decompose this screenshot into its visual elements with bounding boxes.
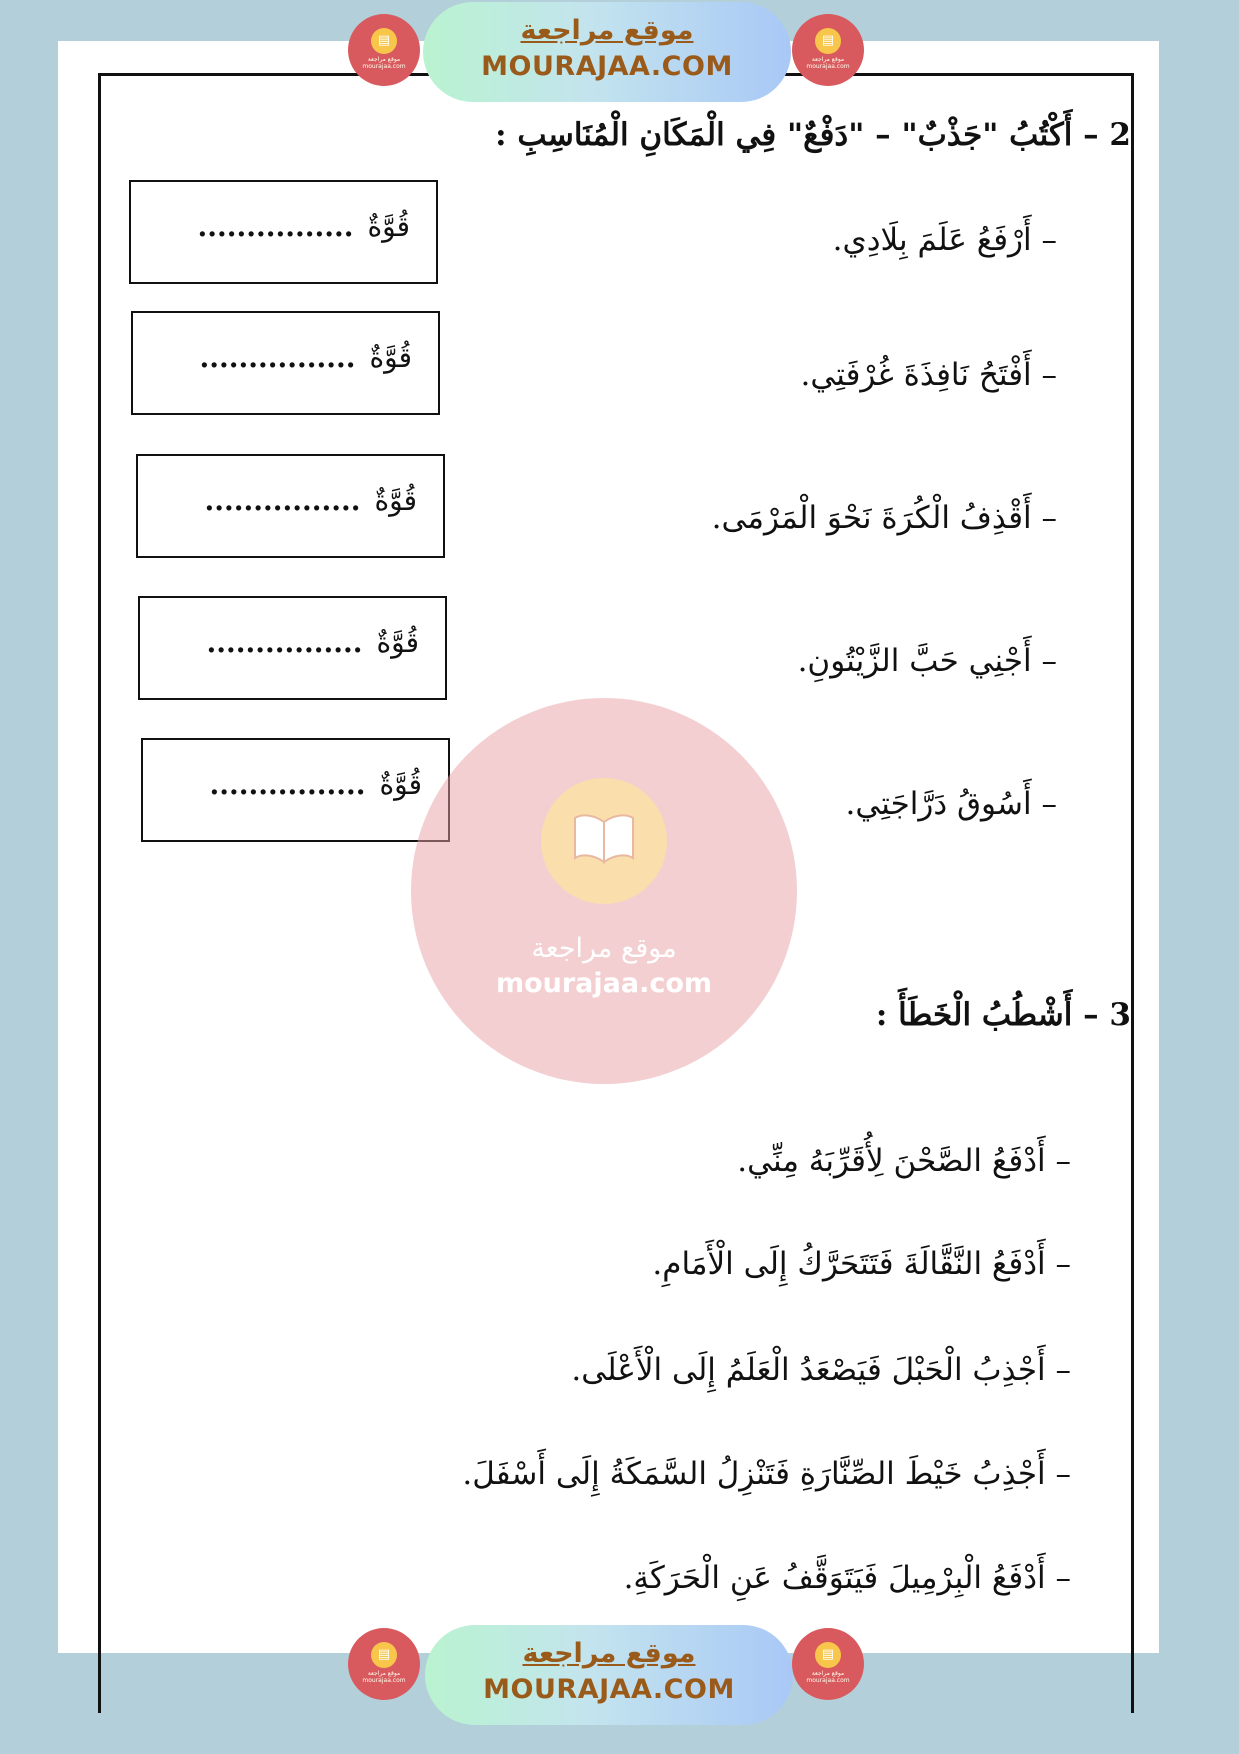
header-banner[interactable] <box>423 2 791 102</box>
logo-badge-right-bottom <box>792 1628 864 1700</box>
watermark-latin: mourajaa.com <box>495 968 713 999</box>
answer-box-5[interactable] <box>141 738 450 842</box>
answer-blank[interactable]: ................ <box>204 484 361 517</box>
footer-banner[interactable] <box>425 1625 793 1725</box>
exercise-3-item-3[interactable]: – أَجْذِبُ الْحَبْلَ فَيَصْعَدُ الْعَلَمُ إِلَى الْأَعْلَى. <box>571 1352 1071 1388</box>
exercise-3-heading: 3 – أَشْطُبُ الْخَطَأَ : <box>875 997 1131 1033</box>
watermark <box>411 698 797 1084</box>
answer-label: قُوَّةٌ <box>376 626 419 659</box>
header-site-latin[interactable]: MOURAJAA.COM <box>481 51 733 82</box>
exercise-2-heading: 2 – أَكْتُبُ "جَذْبٌ" – "دَفْعٌ" فِي الْمَكَانِ الْمُنَاسِبِ : <box>495 117 1131 153</box>
watermark-arabic: موقع مراجعة <box>531 933 677 964</box>
exercise-2-item-5: – أَسُوقُ دَرَّاجَتِي. <box>845 786 1057 822</box>
exercise-3-item-4[interactable]: – أَجْذِبُ خَيْطَ الصِّنَّارَةِ فَتَنْزِلُ السَّمَكَةُ إِلَى أَسْفَلَ. <box>462 1456 1071 1492</box>
answer-blank[interactable]: ................ <box>209 768 366 801</box>
answer-label: قُوَّةٌ <box>367 210 410 243</box>
footer-site-latin[interactable]: MOURAJAA.COM <box>483 1674 735 1705</box>
book-icon: ▤ <box>815 28 841 54</box>
answer-label: قُوَّةٌ <box>374 484 417 517</box>
exercise-3-item-1[interactable]: – أَدْفَعُ الصَّحْنَ لِأُقَرِّبَهُ مِنِّي. <box>737 1143 1071 1179</box>
exercise-2-item-4: – أَجْنِي حَبَّ الزَّيْتُونِ. <box>797 643 1057 679</box>
answer-box-4[interactable] <box>138 596 447 700</box>
answer-box-3[interactable] <box>136 454 445 558</box>
open-book-icon <box>541 778 667 904</box>
logo-badge-right-top <box>792 14 864 86</box>
logo-badge-left-bottom <box>348 1628 420 1700</box>
logo-badge-left-top <box>348 14 420 86</box>
badge-caption: موقع مراجعة mourajaa.com <box>362 56 406 70</box>
answer-box-2[interactable] <box>131 311 440 415</box>
book-icon: ▤ <box>371 28 397 54</box>
answer-blank[interactable]: ................ <box>197 210 354 243</box>
book-icon: ▤ <box>371 1642 397 1668</box>
header-site-arabic[interactable]: موقع مراجعة <box>520 15 694 46</box>
badge-caption: موقع مراجعة mourajaa.com <box>806 1670 850 1684</box>
badge-caption: موقع مراجعة mourajaa.com <box>362 1670 406 1684</box>
answer-blank[interactable]: ................ <box>206 626 363 659</box>
book-icon: ▤ <box>815 1642 841 1668</box>
exercise-2-item-1: – أَرْفَعُ عَلَمَ بِلَادِي. <box>832 222 1057 258</box>
footer-site-arabic[interactable]: موقع مراجعة <box>522 1638 696 1669</box>
answer-box-1[interactable] <box>129 180 438 284</box>
badge-caption: موقع مراجعة mourajaa.com <box>806 56 850 70</box>
answer-blank[interactable]: ................ <box>199 341 356 374</box>
exercise-3-item-2[interactable]: – أَدْفَعُ النَّقَّالَةَ فَتَتَحَرَّكُ إِلَى الْأَمَامِ. <box>652 1246 1071 1282</box>
exercise-3-item-5[interactable]: – أَدْفَعُ الْبِرْمِيلَ فَيَتَوَقَّفُ عَنِ الْحَرَكَةِ. <box>623 1560 1071 1596</box>
answer-label: قُوَّةٌ <box>369 341 412 374</box>
answer-label: قُوَّةٌ <box>379 768 422 801</box>
exercise-2-item-3: – أَقْذِفُ الْكُرَةَ نَحْوَ الْمَرْمَى. <box>711 500 1057 536</box>
exercise-2-item-2: – أَفْتَحُ نَافِذَةَ غُرْفَتِي. <box>800 357 1057 393</box>
